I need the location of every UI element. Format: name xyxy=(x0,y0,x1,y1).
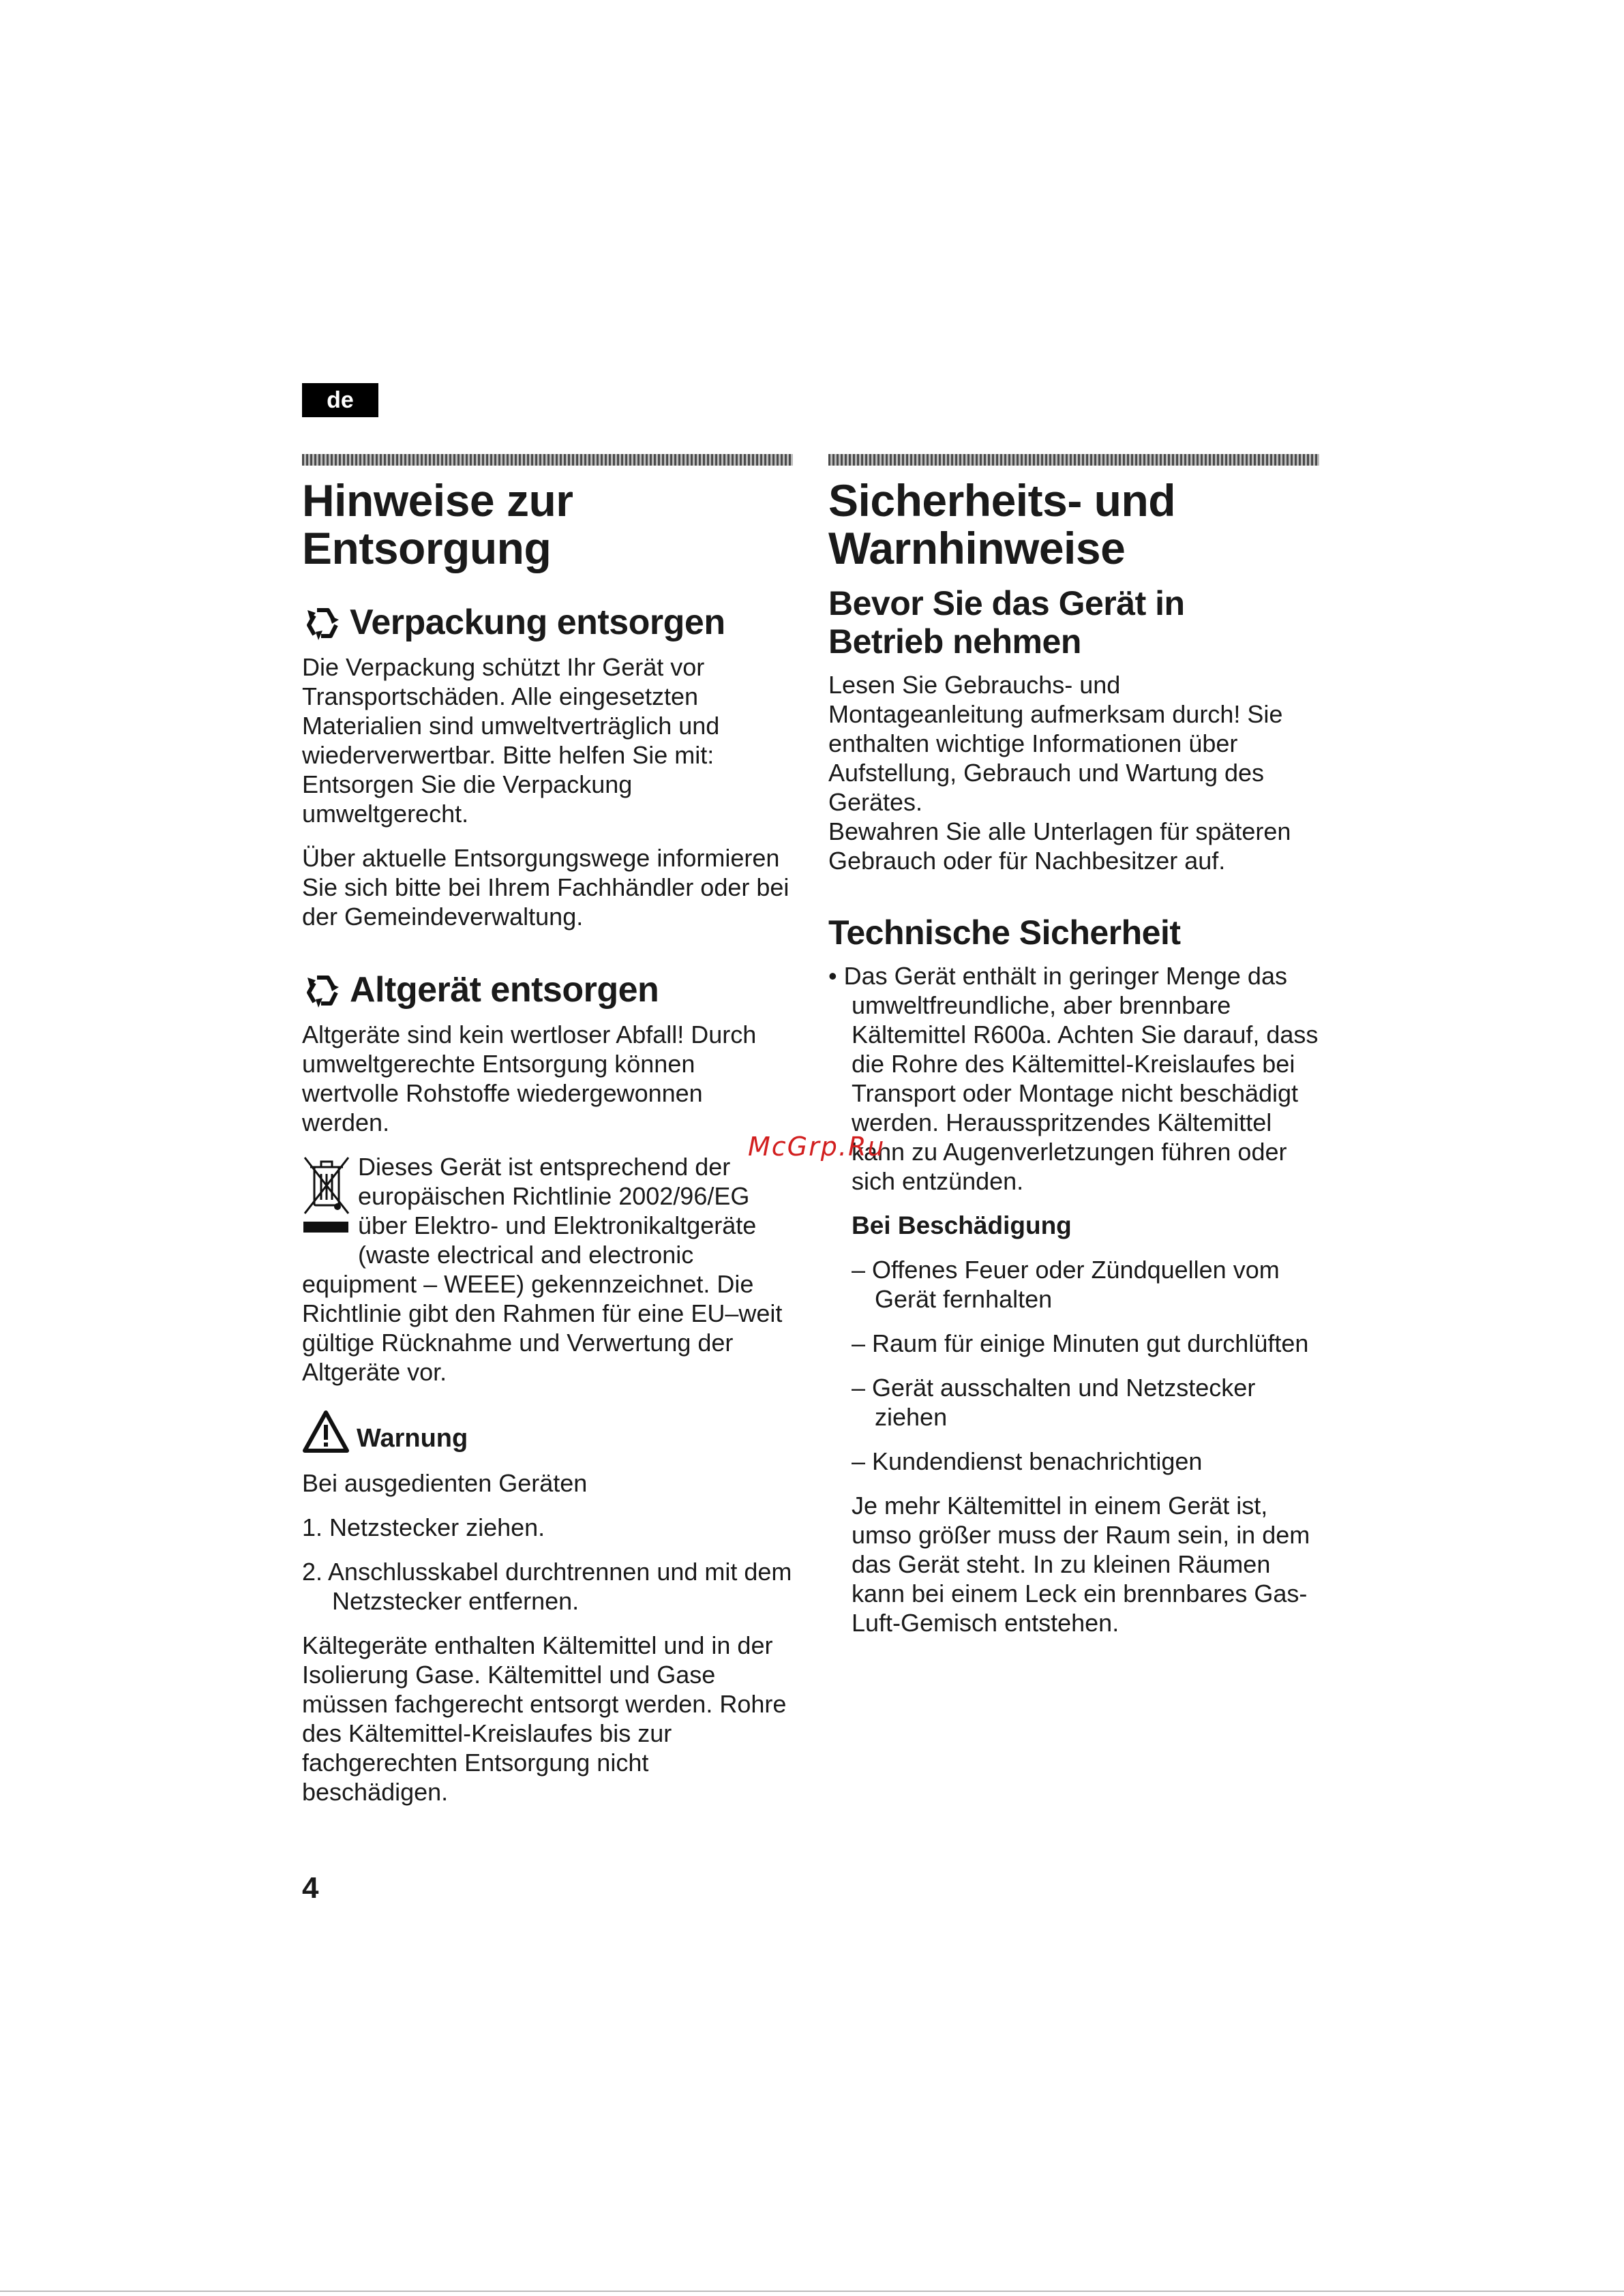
section-rule xyxy=(302,454,793,466)
damage-list xyxy=(852,1255,1319,1476)
damage-item: – Offenes Feuer oder Zündquellen vom Gerät fernhalten xyxy=(852,1256,1280,1313)
technical-bullet: • Das Gerät enthält in geringer Menge das umweltfreundliche, aber brennbare Kältemittel R600a. Achten Sie darauf, dass die Rohre des Kältemittel-Kreislaufes bei Transport oder Montage nicht beschädigt werden. Herausspritzendes Kältemittel kann zu Augenverletzungen führen oder sich entzünden. xyxy=(828,962,1319,1195)
crossed-bin-icon xyxy=(302,1155,351,1242)
watermark: McGrp.Ru xyxy=(748,1132,886,1162)
section-rule xyxy=(828,454,1319,466)
warning-triangle-icon xyxy=(302,1410,350,1453)
warning-steps xyxy=(302,1513,793,1616)
damage-item: – Kundendienst benachrichtigen xyxy=(852,1447,1203,1475)
language-tab: de xyxy=(302,383,378,417)
old-device-paragraph: Altgeräte sind kein wertloser Abfall! Durch umweltgerechte Entsorgung können wertvolle Rohstoffe wiedergewonnen werden. xyxy=(302,1021,757,1136)
section-title-disposal: Hinweise zur Entsorgung xyxy=(302,475,573,573)
warning-heading: Warnung xyxy=(302,1410,793,1453)
recycle-icon xyxy=(302,969,343,1010)
heading-packaging: Verpackung entsorgen xyxy=(302,602,793,643)
heading-before-use: Bevor Sie das Gerät in Betrieb nehmen xyxy=(828,584,1185,661)
recycle-icon xyxy=(302,602,343,643)
technical-bullets xyxy=(828,961,1319,1196)
damage-heading: Bei Beschädigung xyxy=(852,1211,1072,1239)
before-use-paragraph-1: Lesen Sie Gebrauchs- und Montageanleitung aufmerksam durch! Sie enthalten wichtige Informationen über Aufstellung, Gebrauch und Wartung des Gerätes. xyxy=(828,671,1283,816)
page-number: 4 xyxy=(302,1871,319,1905)
warning-intro: Bei ausgedienten Geräten xyxy=(302,1469,588,1497)
warning-step: 2. Anschlusskabel durchtrennen und mit dem Netzstecker entfernen. xyxy=(302,1558,792,1615)
technical-closing: Je mehr Kältemittel in einem Gerät ist, umso größer muss der Raum sein, in dem das Gerät steht. In zu kleinen Räumen kann bei einem Leck ein brennbares Gas-Luft-Gemisch entstehen. xyxy=(852,1492,1310,1637)
section-title-safety: Sicherheits- und Warnhinweise xyxy=(828,475,1176,573)
weee-notice xyxy=(302,1152,793,1387)
warning-step: 1. Netzstecker ziehen. xyxy=(302,1513,545,1541)
right-column xyxy=(828,454,1319,1652)
damage-item: – Gerät ausschalten und Netzstecker ziehen xyxy=(852,1374,1256,1431)
page-bottom-edge xyxy=(0,2291,1624,2292)
before-use-paragraph-2: Bewahren Sie alle Unterlagen für späteren Gebrauch oder für Nachbesitzer auf. xyxy=(828,817,1291,875)
warning-closing: Kältegeräte enthalten Kältemittel und in der Isolierung Gase. Kältemittel und Gase müssen fachgerecht entsorgt werden. Rohre des Kältemittel-Kreislaufes bis zur fachgerechten Entsorgung nicht beschädigen. xyxy=(302,1631,787,1806)
weee-text: Dieses Gerät ist entsprechend der europäischen Richtlinie 2002/96/EG über Elektro- und Elektronikaltgeräte (waste electrical and electronic equipment – WEEE) gekennzeichnet. Die Richtlinie gibt den Rahmen für eine EU–weit gültige Rücknahme und Verwertung der Altgeräte vor. xyxy=(302,1153,783,1386)
left-column xyxy=(302,454,793,1822)
damage-item: – Raum für einige Minuten gut durchlüften xyxy=(852,1329,1309,1357)
packaging-paragraph-2: Über aktuelle Entsorgungswege informieren Sie sich bitte bei Ihrem Fachhändler oder bei der Gemeindeverwaltung. xyxy=(302,844,790,931)
heading-old-device: Altgerät entsorgen xyxy=(302,969,793,1010)
packaging-paragraph-1: Die Verpackung schützt Ihr Gerät vor Transportschäden. Alle eingesetzten Materialien sind umweltverträglich und wiederverwertbar. Bitte helfen Sie mit: Entsorgen Sie die Verpackung umweltgerecht. xyxy=(302,653,720,828)
heading-technical-safety: Technische Sicherheit xyxy=(828,913,1181,952)
